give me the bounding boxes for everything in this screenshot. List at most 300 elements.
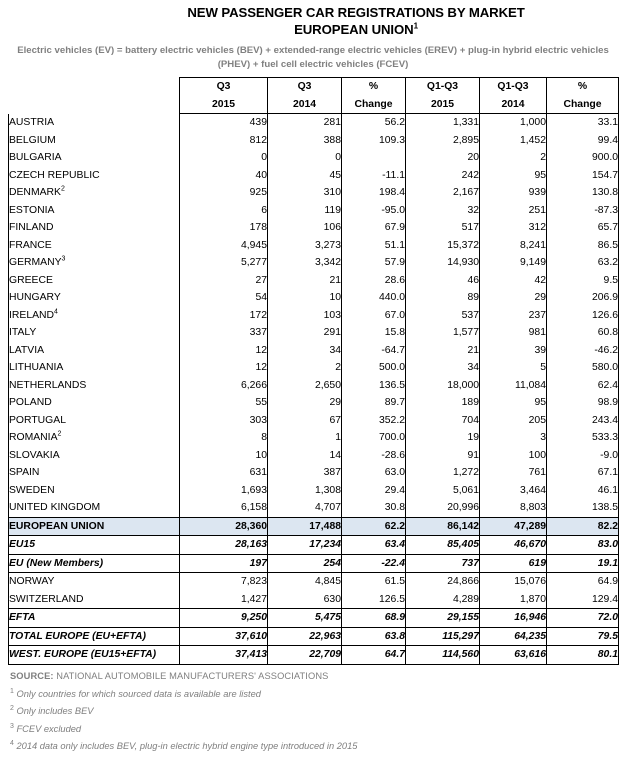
cell-value: 37,610 [180,627,268,646]
table-row [9,447,619,465]
row-label-text: GREECE [9,274,53,286]
footnote-item [10,686,626,704]
cell-value: 34 [268,342,342,360]
row-label-text: PORTUGAL [9,414,66,426]
column-header-top-5: Q1-Q3 [480,78,547,96]
cell-value: 4,945 [180,237,268,255]
cell-value: 5,061 [406,482,480,500]
cell-value: 51.1 [342,237,406,255]
cell-value: 254 [268,554,342,573]
cell-value: 67.9 [342,219,406,237]
table-row [9,359,619,377]
cell-value: 99.4 [547,132,619,150]
row-label-text: CZECH REPUBLIC [9,169,100,181]
row-label [9,447,180,465]
cell-value: 22,963 [268,627,342,646]
cell-value: 1,452 [480,132,547,150]
row-label [9,324,180,342]
table-row [9,412,619,430]
row-label [9,377,180,395]
cell-value: 83.0 [547,536,619,555]
table-row [9,554,619,573]
row-label-text: SWEDEN [9,484,55,496]
cell-value: 28,163 [180,536,268,555]
cell-value: 65.7 [547,219,619,237]
cell-value: 981 [480,324,547,342]
table-row [9,202,619,220]
cell-value: 19.1 [547,554,619,573]
cell-value: 533.3 [547,429,619,447]
cell-value: 27 [180,272,268,290]
cell-value: 172 [180,307,268,325]
cell-value: 72.0 [547,609,619,628]
row-label-text: WEST. EUROPE (EU15+EFTA) [9,649,157,660]
row-label-text: NORWAY [9,576,55,587]
cell-value: 28,360 [180,517,268,536]
row-label [9,114,180,132]
cell-value: 67.0 [342,307,406,325]
cell-value: 67.1 [547,464,619,482]
cell-value: 22,709 [268,646,342,665]
cell-value: 20,996 [406,499,480,517]
footnote-marker: 1 [10,687,14,695]
table-row [9,429,619,447]
footnote-text: FCEV excluded [13,723,82,734]
cell-value: 206.9 [547,289,619,307]
cell-value: -46.2 [547,342,619,360]
table-row [9,114,619,132]
row-label-text: LATVIA [9,344,45,356]
cell-value: 939 [480,184,547,202]
row-label [9,254,180,272]
cell-value: 18,000 [406,377,480,395]
column-header-bottom-2: 2014 [268,96,342,114]
cell-value: -28.6 [342,447,406,465]
table-row [9,254,619,272]
table-row [9,609,619,628]
cell-value: 1,427 [180,591,268,609]
row-label-text: FRANCE [9,239,52,251]
footnote-item [10,721,626,739]
cell-value: 15,076 [480,573,547,591]
row-label-text: IRELAND [9,309,55,321]
row-label [9,517,180,536]
column-header-top-2: Q3 [268,78,342,96]
table-row [9,149,619,167]
cell-value: 136.5 [342,377,406,395]
table-row [9,627,619,646]
table-header-row-period [9,78,619,96]
cell-value: 63,616 [480,646,547,665]
cell-value: 3,273 [268,237,342,255]
page-title-line-2 [0,21,626,38]
cell-value: 20 [406,149,480,167]
footnote-marker: 4 [10,739,14,747]
row-label-text: POLAND [9,397,52,408]
cell-value: 11,084 [480,377,547,395]
cell-value: 86.5 [547,237,619,255]
table-row [9,591,619,609]
cell-value: 700.0 [342,429,406,447]
cell-value: 761 [480,464,547,482]
cell-value: 2 [480,149,547,167]
cell-value: 109.3 [342,132,406,150]
cell-value: 95 [480,394,547,412]
cell-value: 82.2 [547,517,619,536]
column-header-bottom-4: 2015 [406,96,480,114]
column-header-bottom-6: Change [547,96,619,114]
cell-value: 37,413 [180,646,268,665]
cell-value: 9.5 [547,272,619,290]
cell-value: -9.0 [547,447,619,465]
row-label-text: EU (New Members) [9,557,104,569]
source-note [10,671,626,681]
cell-value: 205 [480,412,547,430]
row-label [9,646,180,665]
table-row [9,132,619,150]
cell-value: 62.4 [547,377,619,395]
cell-value: 1,870 [480,591,547,609]
cell-value: 21 [268,272,342,290]
cell-value: 3,464 [480,482,547,500]
row-label [9,342,180,360]
row-label [9,167,180,185]
cell-value: 500.0 [342,359,406,377]
cell-value: 15,372 [406,237,480,255]
footnote-marker: 2 [10,704,14,712]
cell-value: 63.8 [342,627,406,646]
cell-value: 12 [180,342,268,360]
cell-value: 45 [268,167,342,185]
cell-value: 30.8 [342,499,406,517]
cell-value: 812 [180,132,268,150]
row-label-text: UNITED KINGDOM [9,502,101,513]
cell-value: 64,235 [480,627,547,646]
row-label [9,609,180,628]
cell-value: 14 [268,447,342,465]
footnote-item [10,738,626,756]
table-row [9,324,619,342]
column-header-bottom-5: 2014 [480,96,547,114]
cell-value: 197 [180,554,268,573]
cell-value: 1 [268,429,342,447]
row-label-text: TOTAL EUROPE (EU+EFTA) [9,630,146,642]
cell-value: 440.0 [342,289,406,307]
cell-value: 291 [268,324,342,342]
cell-value: 737 [406,554,480,573]
footnote-text: Only includes BEV [13,706,94,716]
cell-value: 114,560 [406,646,480,665]
cell-value: 312 [480,219,547,237]
cell-value: 126.6 [547,307,619,325]
cell-value: 16,946 [480,609,547,628]
cell-value: 64.7 [342,646,406,665]
cell-value: 178 [180,219,268,237]
cell-value: 580.0 [547,359,619,377]
row-label-text: NETHERLANDS [9,379,87,391]
table-row [9,573,619,591]
cell-value: 619 [480,554,547,573]
cell-value: 4,707 [268,499,342,517]
cell-value: 115,297 [406,627,480,646]
table-row [9,237,619,255]
table-row [9,219,619,237]
table-row [9,289,619,307]
cell-value: 537 [406,307,480,325]
table-row [9,307,619,325]
cell-value: 103 [268,307,342,325]
cell-value: 2 [268,359,342,377]
column-header-bottom-1: 2015 [180,96,268,114]
cell-value: 106 [268,219,342,237]
table-header-row-year [9,96,619,114]
cell-value: -64.7 [342,342,406,360]
row-label [9,554,180,573]
cell-value: 6 [180,202,268,220]
row-label-text: ESTONIA [9,204,55,216]
table-row [9,482,619,500]
column-header-top-3: % [342,78,406,96]
cell-value: 2,167 [406,184,480,202]
cell-value: 64.9 [547,573,619,591]
cell-value: 4,845 [268,573,342,591]
cell-value: 17,488 [268,517,342,536]
cell-value: 60.8 [547,324,619,342]
row-label-text: BELGIUM [9,134,56,146]
cell-value: 5,475 [268,609,342,628]
cell-value: 6,266 [180,377,268,395]
cell-value: 1,272 [406,464,480,482]
cell-value: 2,895 [406,132,480,150]
cell-value: 98.9 [547,394,619,412]
row-label-text: SWITZERLAND [9,593,84,605]
cell-value: 900.0 [547,149,619,167]
row-label-text: SPAIN [9,467,40,478]
row-label-text: EFTA [9,612,36,623]
cell-value: 68.9 [342,609,406,628]
row-label [9,359,180,377]
cell-value: 21 [406,342,480,360]
column-header-bottom-3: Change [342,96,406,114]
cell-value: 517 [406,219,480,237]
cell-value: 32 [406,202,480,220]
row-label [9,237,180,255]
cell-value: 1,000 [480,114,547,132]
cell-value: 704 [406,412,480,430]
column-header-top-4: Q1-Q3 [406,78,480,96]
cell-value: 56.2 [342,114,406,132]
cell-value: 29 [480,289,547,307]
row-label [9,272,180,290]
cell-value: 79.5 [547,627,619,646]
cell-value: -22.4 [342,554,406,573]
row-label [9,627,180,646]
row-label-text: BULGARIA [9,152,62,163]
cell-value: 243.4 [547,412,619,430]
cell-value: 242 [406,167,480,185]
table-row [9,184,619,202]
footnote-marker: 3 [10,722,14,730]
cell-value: 39 [480,342,547,360]
cell-value: 95 [480,167,547,185]
row-label-text: ROMANIA [9,432,58,443]
cell-value: 3 [480,429,547,447]
cell-value: 251 [480,202,547,220]
cell-value: 0 [268,149,342,167]
cell-value: 91 [406,447,480,465]
row-label-text: LITHUANIA [9,362,64,373]
cell-value: 337 [180,324,268,342]
cell-value: 17,234 [268,536,342,555]
cell-value: 46,670 [480,536,547,555]
cell-value: 631 [180,464,268,482]
cell-value: 24,866 [406,573,480,591]
header-blank-corner-2 [9,96,180,114]
row-label [9,289,180,307]
row-footnote-marker: 3 [61,255,66,263]
row-label [9,394,180,412]
source-label: SOURCE: [10,670,54,681]
cell-value: 57.9 [342,254,406,272]
cell-value: -87.3 [547,202,619,220]
cell-value: 2,650 [268,377,342,395]
row-label [9,464,180,482]
table-row [9,272,619,290]
cell-value: 281 [268,114,342,132]
footnote-text: 2014 data only includes BEV, plug-in electric hybrid engine type introduced in 2015 [13,741,358,751]
title-footnote-marker: 1 [413,21,418,31]
row-label [9,132,180,150]
cell-value: 42 [480,272,547,290]
cell-value: 63.2 [547,254,619,272]
cell-value: 4,289 [406,591,480,609]
cell-value: 198.4 [342,184,406,202]
cell-value: 29 [268,394,342,412]
cell-value: 154.7 [547,167,619,185]
row-label [9,499,180,517]
cell-value: 189 [406,394,480,412]
cell-value: 10 [180,447,268,465]
cell-value: 303 [180,412,268,430]
cell-value: 100 [480,447,547,465]
cell-value: 3,342 [268,254,342,272]
table-row [9,499,619,517]
row-label [9,591,180,609]
row-label [9,184,180,202]
cell-value [342,149,406,167]
cell-value: 47,289 [480,517,547,536]
table-row [9,377,619,395]
cell-value: 129.4 [547,591,619,609]
cell-value: 9,250 [180,609,268,628]
cell-value: 439 [180,114,268,132]
row-footnote-marker: 4 [54,308,58,316]
row-label-text: EU15 [9,539,35,550]
cell-value: 12 [180,359,268,377]
cell-value: 19 [406,429,480,447]
cell-value: 9,149 [480,254,547,272]
cell-value: 310 [268,184,342,202]
row-label-text: HUNGARY [9,292,61,303]
source-text: NATIONAL AUTOMOBILE MANUFACTURERS' ASSOCIATIONS [53,670,329,681]
cell-value: 1,308 [268,482,342,500]
cell-value: 8 [180,429,268,447]
page-title-line-1: NEW PASSENGER CAR REGISTRATIONS BY MARKET [187,5,525,20]
cell-value: 126.5 [342,591,406,609]
table-row [9,536,619,555]
cell-value: 40 [180,167,268,185]
cell-value: 29,155 [406,609,480,628]
cell-value: 63.4 [342,536,406,555]
row-label [9,149,180,167]
cell-value: 630 [268,591,342,609]
cell-value: 62.2 [342,517,406,536]
cell-value: 387 [268,464,342,482]
row-label-text: FINLAND [9,222,54,233]
row-label [9,536,180,555]
cell-value: 29.4 [342,482,406,500]
row-label [9,482,180,500]
header-blank-corner [9,78,180,96]
table-row [9,646,619,665]
cell-value: 130.8 [547,184,619,202]
cell-value: 80.1 [547,646,619,665]
cell-value: 33.1 [547,114,619,132]
column-header-top-1: Q3 [180,78,268,96]
page-title-line-2-text: EUROPEAN UNION [294,22,414,37]
cell-value: 925 [180,184,268,202]
cell-value: 15.8 [342,324,406,342]
cell-value: 1,577 [406,324,480,342]
row-label [9,307,180,325]
cell-value: 388 [268,132,342,150]
row-footnote-marker: 2 [60,185,65,193]
cell-value: 86,142 [406,517,480,536]
row-label [9,412,180,430]
row-label-text: DENMARK [9,187,61,198]
cell-value: 89.7 [342,394,406,412]
cell-value: 55 [180,394,268,412]
column-header-top-6: % [547,78,619,96]
row-label [9,202,180,220]
footnote-item [10,703,626,721]
table-row [9,167,619,185]
cell-value: 5 [480,359,547,377]
cell-value: 0 [180,149,268,167]
cell-value: 352.2 [342,412,406,430]
cell-value: 28.6 [342,272,406,290]
cell-value: 8,241 [480,237,547,255]
cell-value: 63.0 [342,464,406,482]
cell-value: 34 [406,359,480,377]
row-label [9,219,180,237]
footnote-text: Only countries for which sourced data is available are listed [13,688,261,699]
cell-value: 6,158 [180,499,268,517]
cell-value: 46 [406,272,480,290]
registrations-table [8,77,619,665]
row-label-text: ITALY [9,327,37,338]
cell-value: 8,803 [480,499,547,517]
row-label [9,573,180,591]
table-head [9,78,619,114]
table-row [9,342,619,360]
subtitle-definition: Electric vehicles (EV) = battery electric vehicles (BEV) + extended-range electric vehicles (EREV) + plug-in hybrid electric vehicles (PHEV) + fuel cell electric vehicles (FCEV) [17,45,609,70]
cell-value: -95.0 [342,202,406,220]
cell-value: 46.1 [547,482,619,500]
title-block [0,0,626,38]
cell-value: 61.5 [342,573,406,591]
cell-value: 54 [180,289,268,307]
